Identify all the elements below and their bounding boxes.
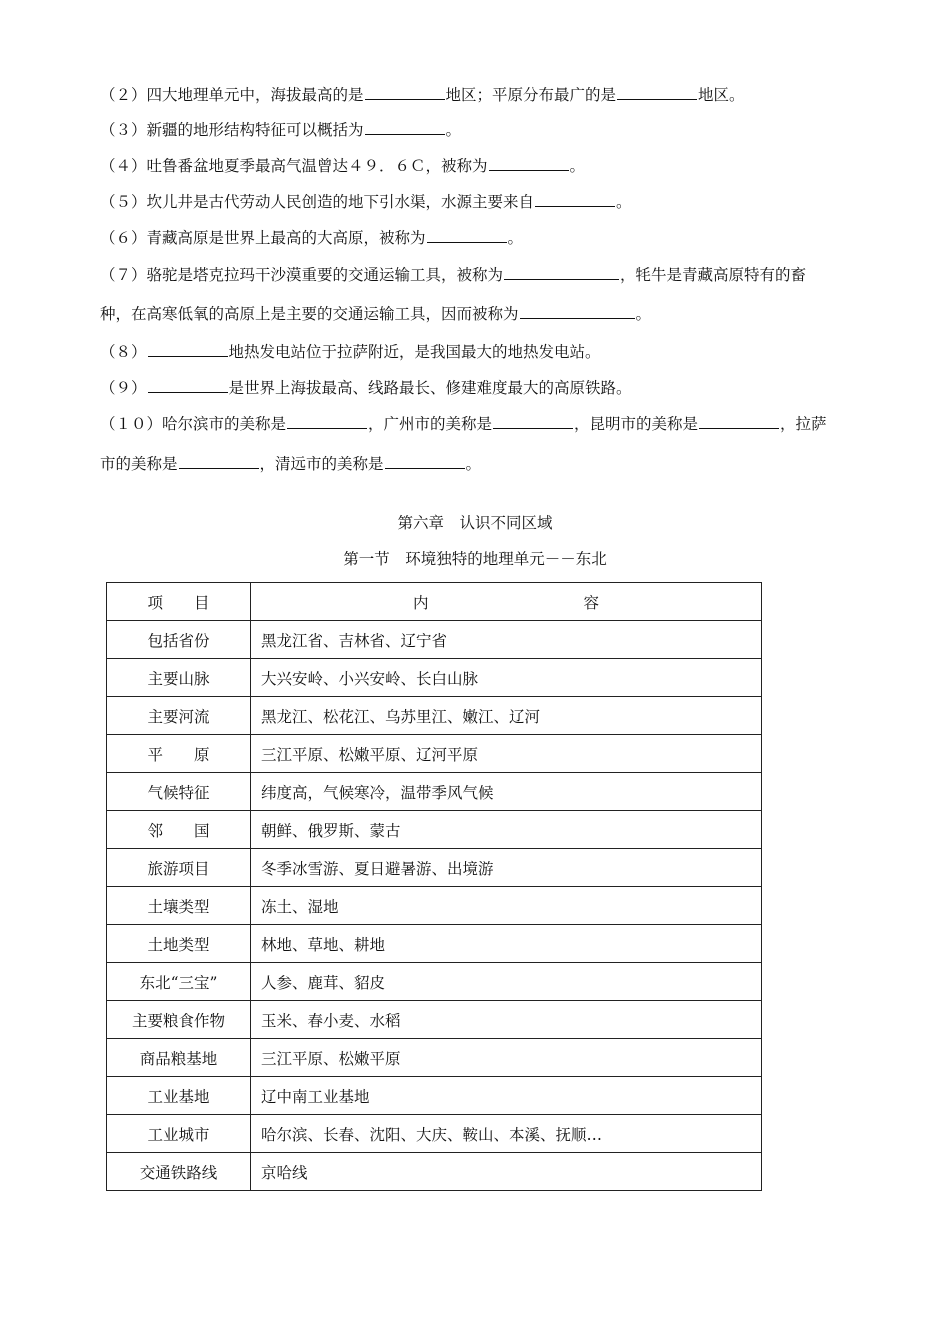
row-content: 玉米、春小麦、水稻 [251, 1001, 762, 1039]
answer-blank [148, 377, 228, 393]
row-item: 交通铁路线 [107, 1153, 251, 1191]
answer-blank [493, 413, 573, 429]
row-content: 人参、鹿茸、貂皮 [251, 963, 762, 1001]
row-item: 邻 国 [107, 811, 251, 849]
answer-blank [489, 155, 569, 171]
row-item: 土壤类型 [107, 887, 251, 925]
row-content: 三江平原、松嫩平原、辽河平原 [251, 735, 762, 773]
answer-blank [365, 119, 445, 135]
row-item: 主要河流 [107, 697, 251, 735]
question-6 [100, 227, 890, 248]
answer-blank [287, 413, 367, 429]
header-content: 内 容 [251, 583, 762, 621]
table-row [107, 811, 762, 849]
row-content: 黑龙江省、吉林省、辽宁省 [251, 621, 762, 659]
chapter-title: 第六章 认识不同区域 [397, 514, 553, 532]
question-10-line-2 [100, 453, 890, 474]
question-text: ，牦牛是青藏高原特有的畜 [620, 266, 807, 284]
table-row [107, 659, 762, 697]
table-row [107, 697, 762, 735]
answer-blank [179, 453, 259, 469]
table-row [107, 1077, 762, 1115]
row-item: 工业基地 [107, 1077, 251, 1115]
table-row [107, 735, 762, 773]
question-3 [100, 119, 890, 140]
table-body [107, 621, 762, 1191]
row-item: 平 原 [107, 735, 251, 773]
row-content: 京哈线 [251, 1153, 762, 1191]
question-text: 地区；平原分布最广的是 [445, 86, 617, 104]
row-item: 主要山脉 [107, 659, 251, 697]
table-row [107, 773, 762, 811]
row-content: 大兴安岭、小兴安岭、长白山脉 [251, 659, 762, 697]
question-text: 地热发电站位于拉萨附近，是我国最大的地热发电站。 [228, 343, 601, 361]
question-2 [100, 84, 890, 105]
question-7-line-2 [100, 303, 890, 324]
row-item: 包括省份 [107, 621, 251, 659]
answer-blank [535, 191, 615, 207]
question-text: 。 [465, 455, 482, 473]
question-text: ，清远市的美称是 [259, 455, 384, 473]
question-8 [100, 341, 890, 362]
table-row [107, 925, 762, 963]
row-content: 辽中南工业基地 [251, 1077, 762, 1115]
answer-blank [617, 84, 697, 100]
question-text: 种，在高寒低氧的高原上是主要的交通运输工具，因而被称为 [100, 305, 519, 323]
table-row [107, 1039, 762, 1077]
question-text: （６）青藏高原是世界上最高的大高原，被称为 [100, 229, 426, 247]
answer-blank [385, 453, 465, 469]
question-text: （１０）哈尔滨市的美称是 [100, 415, 287, 433]
row-content: 三江平原、松嫩平原 [251, 1039, 762, 1077]
answer-blank [699, 413, 779, 429]
question-text: （５）坎儿井是古代劳动人民创造的地下引水渠，水源主要来自 [100, 193, 535, 211]
row-item: 气候特征 [107, 773, 251, 811]
row-item: 工业城市 [107, 1115, 251, 1153]
row-item: 东北“三宝” [107, 963, 251, 1001]
table-header-row [107, 583, 762, 621]
answer-blank [365, 84, 445, 100]
question-text: ，广州市的美称是 [368, 415, 493, 433]
row-content: 冬季冰雪游、夏日避暑游、出境游 [251, 849, 762, 887]
table-row [107, 887, 762, 925]
section-title: 第一节 环境独特的地理单元－－东北 [343, 550, 607, 568]
question-text: 。 [616, 193, 632, 211]
question-10-line-1 [100, 413, 890, 434]
question-text: 地区。 [698, 86, 745, 104]
row-content: 纬度高，气候寒冷，温带季风气候 [251, 773, 762, 811]
question-4 [100, 155, 890, 176]
question-text: （９） [100, 379, 147, 397]
answer-blank [504, 264, 619, 280]
question-text: ，拉萨 [780, 415, 827, 433]
question-text: 是世界上海拔最高、线路最长、修建难度最大的高原铁路。 [228, 379, 632, 397]
table-row [107, 963, 762, 1001]
table-row [107, 1153, 762, 1191]
question-9 [100, 377, 890, 398]
table-row [107, 1001, 762, 1039]
question-text: 。 [635, 305, 652, 323]
answer-blank [427, 227, 507, 243]
question-text: 市的美称是 [100, 455, 178, 473]
question-text: （８） [100, 343, 147, 361]
row-item: 土地类型 [107, 925, 251, 963]
info-table [106, 582, 762, 1191]
table-row [107, 849, 762, 887]
question-7-line-1 [100, 264, 890, 285]
table-row [107, 1115, 762, 1153]
answer-blank [520, 303, 635, 319]
table-row [107, 621, 762, 659]
row-item: 商品粮基地 [107, 1039, 251, 1077]
row-content: 黑龙江、松花江、乌苏里江、嫩江、辽河 [251, 697, 762, 735]
question-text: （２）四大地理单元中，海拔最高的是 [100, 86, 364, 104]
question-5 [100, 191, 890, 212]
row-content: 林地、草地、耕地 [251, 925, 762, 963]
row-item: 旅游项目 [107, 849, 251, 887]
question-text: （７）骆驼是塔克拉玛干沙漠重要的交通运输工具，被称为 [100, 266, 504, 284]
header-item: 项 目 [107, 583, 251, 621]
row-content: 冻土、湿地 [251, 887, 762, 925]
row-content: 朝鲜、俄罗斯、蒙古 [251, 811, 762, 849]
question-text: ，昆明市的美称是 [574, 415, 699, 433]
row-content: 哈尔滨、长春、沈阳、大庆、鞍山、本溪、抚顺… [251, 1115, 762, 1153]
row-item: 主要粮食作物 [107, 1001, 251, 1039]
question-text: （３）新疆的地形结构特征可以概括为 [100, 121, 364, 139]
question-text: 。 [507, 229, 524, 247]
question-text: 。 [445, 121, 462, 139]
question-text: 。 [569, 157, 586, 175]
answer-blank [148, 341, 228, 357]
question-text: （４）吐鲁番盆地夏季最高气温曾达４９．６Ｃ，被称为 [100, 157, 488, 175]
